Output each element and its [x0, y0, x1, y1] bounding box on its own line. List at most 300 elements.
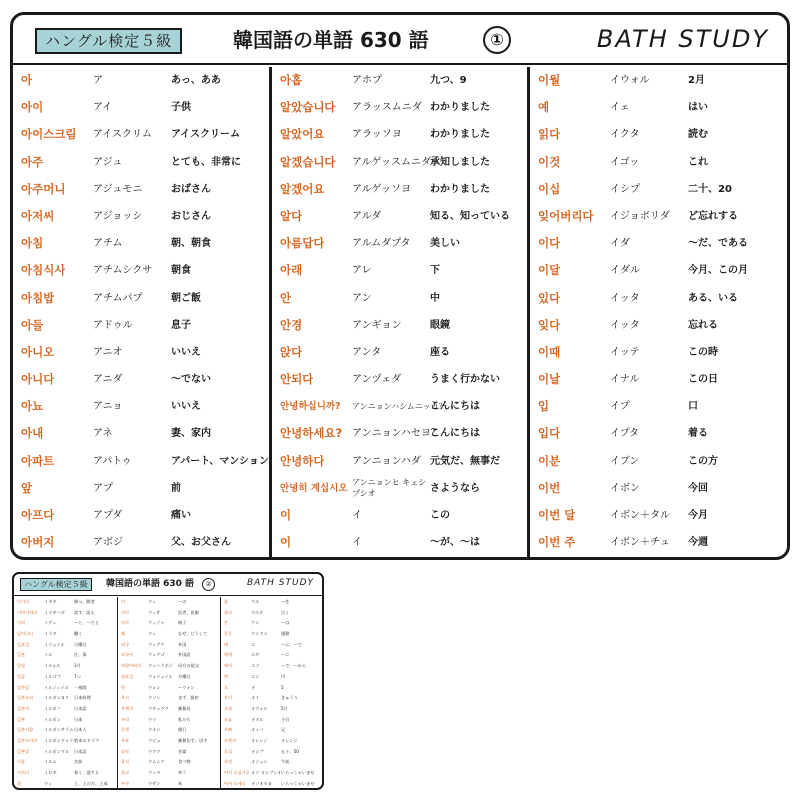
thumbnail-word-row	[221, 725, 324, 736]
japanese-meaning: 郵便局	[178, 705, 191, 711]
thumbnail-word-row	[221, 650, 324, 661]
kana-reading: エン	[251, 673, 260, 679]
kana-reading: アネ	[93, 428, 113, 440]
thumbnail-word-row	[14, 683, 117, 694]
kana-reading: ウォン	[148, 684, 161, 690]
korean-word: 음식	[121, 759, 130, 765]
korean-word: 위	[17, 780, 22, 786]
japanese-meaning: 口	[688, 401, 698, 413]
japanese-meaning: 働く	[74, 631, 83, 637]
korean-word: 아들	[21, 317, 44, 332]
japanese-meaning: いいえ	[171, 346, 201, 358]
japanese-meaning: わかりました	[430, 102, 490, 114]
kana-reading: ウェグゴ	[148, 652, 165, 658]
vocab-poster-sheet-1	[10, 12, 790, 560]
korean-word: 어서 오세요	[224, 780, 246, 786]
kana-reading: イルボン	[44, 716, 61, 722]
word-row	[530, 203, 790, 230]
kana-reading: ア	[93, 75, 103, 86]
korean-word: 아버지	[21, 535, 55, 550]
korean-word: 의자	[121, 620, 130, 626]
japanese-meaning: 日本料理	[74, 695, 91, 701]
kana-reading: オヌル	[251, 716, 264, 722]
thumbnail-word-row	[118, 768, 220, 779]
japanese-meaning: 椅子	[178, 620, 187, 626]
korean-word: 읽다	[538, 127, 561, 142]
japanese-meaning: 話す、語る	[74, 609, 95, 615]
korean-word: 우체국	[121, 705, 134, 711]
kana-reading: イッテ	[610, 346, 640, 358]
kana-reading: ウムシク	[148, 759, 165, 765]
korean-word: 있다	[538, 290, 561, 305]
japanese-meaning: わかりました	[430, 129, 490, 141]
thumbnail-word-row	[221, 661, 324, 672]
word-row	[530, 529, 790, 556]
korean-word: 이때	[538, 344, 561, 359]
kana-reading: ウィジャ	[148, 620, 165, 626]
japanese-meaning: 日本語	[74, 748, 87, 754]
korean-word: 아침밥	[21, 290, 55, 305]
kana-reading: アンニョンハセヨ？	[352, 428, 441, 440]
thumbnail-word-row	[221, 597, 324, 608]
thumbnail-word-row	[221, 704, 324, 715]
japanese-meaning: 医者、医師	[178, 609, 199, 615]
korean-word: 일본사람	[17, 727, 34, 733]
korean-word: 일어나다	[17, 631, 34, 637]
korean-word: 잊어버리다	[538, 208, 594, 223]
japanese-meaning: 名前	[74, 759, 83, 765]
kana-reading: イルボノ	[44, 705, 61, 711]
korean-word: 의	[121, 599, 126, 604]
korean-word: 오렌지	[224, 737, 237, 743]
word-row	[530, 312, 790, 339]
thumbnail-word-row	[14, 725, 117, 736]
word-row	[272, 285, 527, 312]
thumbnail-word-row	[14, 768, 117, 779]
japanese-meaning: アパート、マンション	[171, 455, 269, 467]
thumbnail-word-row	[14, 779, 117, 790]
kana-reading: アニョ	[93, 401, 123, 413]
korean-word: 아침식사	[21, 263, 66, 278]
japanese-meaning: 痛い	[171, 510, 191, 521]
word-row	[530, 230, 790, 257]
word-row	[530, 121, 790, 148]
japanese-meaning: 〜を	[281, 599, 290, 604]
kana-reading: アプダ	[93, 510, 123, 521]
korean-word: 이외	[17, 620, 26, 626]
korean-word: 이번	[538, 480, 561, 495]
korean-word: 아니다	[21, 372, 55, 387]
japanese-meaning: あっ、ああ	[171, 75, 221, 86]
japanese-meaning: 傘	[178, 780, 183, 786]
korean-word: 안녕하다	[280, 453, 325, 468]
japanese-meaning: 下	[430, 265, 440, 277]
kana-reading: アンニョンヒ キェシプシオ	[352, 477, 427, 498]
thumbnail-word-row	[221, 672, 324, 683]
kana-reading: アン	[352, 292, 372, 304]
kana-reading: ウリ	[148, 716, 157, 722]
japanese-meaning: ど忘れする	[688, 210, 738, 222]
kana-reading: イルゴプ	[44, 673, 61, 679]
japanese-meaning: 泣く	[281, 609, 290, 615]
word-row	[530, 339, 790, 366]
poster-title: 韓国語の単語 630 語	[233, 28, 429, 52]
thumbnail-word-row	[14, 736, 117, 747]
thumbnail-word-row	[221, 757, 324, 768]
thumbnail-column-2	[118, 597, 220, 790]
korean-word: 우선	[121, 695, 130, 701]
korean-word: 운동	[224, 631, 233, 637]
japanese-meaning: 〜だ、である	[688, 238, 748, 250]
kana-reading: イラダ	[44, 631, 57, 637]
korean-word: 이것	[538, 154, 561, 169]
korean-word: 아름답다	[280, 236, 325, 251]
korean-word: 안	[280, 290, 292, 305]
kana-reading: イグェ	[44, 620, 57, 626]
kana-reading: ウィサ	[148, 609, 161, 615]
japanese-meaning: 父、お父さん	[171, 537, 231, 549]
korean-word: 이달	[538, 263, 561, 278]
word-row	[13, 312, 269, 339]
thumbnail-word-row	[221, 608, 324, 619]
kana-reading: イシプ	[610, 183, 640, 195]
japanese-meaning: 中	[430, 292, 440, 304]
thumbnail-word-row	[118, 672, 220, 683]
kana-reading: ウピョ	[148, 737, 161, 743]
korean-word: 울다	[224, 609, 233, 615]
kana-reading: ウッタ	[148, 770, 161, 775]
korean-word: 이번 달	[538, 508, 576, 522]
japanese-meaning: おじさん	[171, 210, 211, 222]
japanese-meaning: 子供	[171, 102, 191, 114]
korean-word: 이십	[538, 181, 561, 196]
korean-word: 왜	[121, 631, 126, 637]
kana-reading: オシプ	[251, 748, 264, 754]
word-row	[272, 366, 527, 393]
japanese-meaning: 仕、事	[74, 652, 87, 658]
word-row	[272, 203, 527, 230]
japanese-meaning: 〜は	[281, 620, 290, 626]
korean-word: 안되다	[280, 372, 314, 387]
word-row	[13, 176, 269, 203]
japanese-meaning: 1月	[74, 663, 81, 669]
japanese-meaning: 私たち	[178, 716, 191, 722]
kana-reading: アニダ	[93, 374, 123, 386]
word-row	[530, 366, 790, 393]
japanese-meaning: 運動	[281, 631, 290, 637]
word-row	[272, 420, 527, 447]
kana-reading: オソオセヨ	[251, 780, 272, 786]
japanese-meaning: アイスクリーム	[171, 129, 240, 141]
japanese-meaning: わかりました	[430, 183, 490, 195]
word-column-2	[272, 67, 527, 557]
japanese-meaning: 朝食	[171, 265, 191, 277]
kana-reading: イダル	[610, 265, 640, 277]
korean-word: 은행	[121, 727, 130, 733]
korean-word: 알다	[280, 208, 303, 223]
thumbnail-word-row	[14, 661, 117, 672]
word-row	[13, 366, 269, 393]
korean-word: 알았어요	[280, 127, 325, 142]
japanese-meaning: 今回	[688, 482, 708, 494]
thumbnail-word-row	[118, 725, 220, 736]
thumbnail-word-row	[221, 629, 324, 640]
korean-word: 일본말	[17, 748, 30, 754]
kana-reading: イルボンマル	[44, 748, 70, 754]
korean-word: 일주일	[17, 684, 30, 690]
korean-word: 앞	[21, 480, 33, 495]
thumbnail-level-badge: ハングル検定５級	[20, 578, 92, 591]
japanese-meaning: なぜ、どうして	[178, 631, 208, 637]
kana-reading: イヤギハダ	[44, 609, 65, 615]
japanese-meaning: さようなら	[430, 482, 480, 494]
kana-reading: イ	[352, 537, 362, 549]
korean-word: 아주머니	[21, 181, 66, 196]
japanese-meaning: 朝ご飯	[171, 292, 201, 304]
japanese-meaning: 五十、50	[281, 748, 299, 754]
thumbnail-word-row	[14, 608, 117, 619]
thumbnail-word-row	[118, 629, 220, 640]
japanese-meaning: 〜に	[281, 652, 290, 658]
korean-word: 이야기하다	[17, 609, 38, 615]
word-row	[272, 230, 527, 257]
kana-reading: ウォリョイル	[148, 673, 173, 679]
kana-reading: アニオ	[93, 346, 123, 358]
kana-reading: オイ	[251, 695, 260, 701]
japanese-meaning: 円	[281, 673, 286, 679]
japanese-meaning: 〜に、〜で	[281, 641, 302, 647]
korean-word: 이기다	[17, 599, 30, 604]
kana-reading: アラッスムニダ	[352, 102, 422, 114]
thumbnail-word-row	[118, 779, 220, 790]
kana-reading: イルボンヨリ	[44, 695, 70, 701]
japanese-meaning: 美しい	[430, 238, 460, 250]
thumbnail-column-3	[221, 597, 324, 790]
thumbnail-word-row	[14, 747, 117, 758]
word-row	[13, 67, 269, 94]
word-row	[13, 285, 269, 312]
kana-reading: イ	[352, 510, 362, 521]
japanese-meaning: 〜ウォン	[178, 684, 195, 690]
japanese-meaning: 元気だ、無事だ	[430, 455, 500, 467]
japanese-meaning: 息子	[171, 319, 191, 331]
kana-reading: ウネン	[148, 727, 161, 733]
thumbnail-word-row	[14, 629, 117, 640]
japanese-meaning: 日本人	[74, 727, 87, 733]
kana-reading: オッパ	[251, 727, 264, 733]
thumbnail-word-row	[221, 640, 324, 651]
japanese-meaning: 〜が、〜は	[430, 537, 480, 549]
japanese-meaning: 笑う	[178, 770, 187, 775]
word-row	[272, 257, 527, 284]
kana-reading: ウンドン	[251, 631, 268, 637]
japanese-meaning: 〜の	[178, 599, 187, 604]
thumbnail-word-row	[14, 715, 117, 726]
korean-word: 에	[224, 641, 229, 647]
kana-reading: イロダ	[44, 770, 57, 775]
thumbnail-word-row	[118, 757, 220, 768]
kana-reading: ウィ	[44, 780, 53, 786]
korean-word: 입	[538, 399, 550, 414]
word-row	[272, 529, 527, 556]
word-row	[13, 420, 269, 447]
japanese-meaning: この方	[688, 455, 718, 467]
thumbnail-word-row	[14, 704, 117, 715]
japanese-meaning: これ	[688, 156, 708, 168]
japanese-meaning: 5月	[281, 705, 288, 711]
word-row	[13, 339, 269, 366]
korean-word: 일곱	[17, 673, 26, 679]
korean-word: 아	[21, 73, 33, 87]
word-row	[272, 502, 527, 529]
japanese-meaning: いらっしゃいませ	[281, 770, 315, 775]
korean-word: 아니오	[21, 344, 55, 359]
kana-reading: ウェハラボジ	[148, 663, 173, 669]
korean-word: 아파트	[21, 453, 55, 468]
word-row	[272, 67, 527, 94]
japanese-meaning: 二十、20	[688, 183, 732, 195]
japanese-meaning: 今月、この月	[688, 265, 748, 277]
thumbnail-word-row	[14, 618, 117, 629]
korean-word: 안녕히 계십시오	[280, 482, 348, 494]
korean-word: 알았습니다	[280, 100, 336, 115]
vocab-poster-sheet-2-thumbnail[interactable]	[12, 572, 324, 790]
korean-word: 엔	[224, 673, 229, 679]
kana-reading: アルダ	[352, 210, 382, 222]
japanese-meaning: 音楽	[178, 748, 187, 754]
kana-reading: イェ	[610, 102, 630, 114]
japanese-meaning: 日本のドラマ	[74, 737, 100, 743]
kana-reading: イルォル	[44, 663, 61, 669]
japanese-meaning: 日本	[74, 716, 83, 722]
thumbnail-word-row	[14, 672, 117, 683]
japanese-meaning: 着く、達する	[74, 770, 100, 775]
korean-word: 원	[121, 684, 126, 690]
word-row	[13, 475, 269, 502]
word-row	[13, 121, 269, 148]
japanese-meaning: うまく行かない	[430, 374, 500, 386]
korean-word: 이날	[538, 372, 561, 387]
kana-reading: ウマク	[148, 748, 161, 754]
korean-word: 아뇨	[21, 399, 44, 414]
kana-reading: イッタ	[610, 292, 640, 304]
word-row	[530, 94, 790, 121]
japanese-meaning: 勝つ、勝者	[74, 599, 95, 604]
japanese-meaning: こんにちは	[430, 401, 480, 413]
kana-reading: オウォル	[251, 705, 268, 711]
korean-word: 이르다	[17, 770, 30, 775]
kana-reading: イッタ	[610, 319, 640, 331]
japanese-meaning: 今週	[688, 537, 708, 549]
word-row	[13, 94, 269, 121]
japanese-meaning: こんにちは	[430, 428, 480, 440]
korean-word: 오전	[224, 759, 233, 765]
kana-reading: アンヅェダ	[352, 374, 402, 386]
word-row	[272, 94, 527, 121]
kana-reading: アンニョンハダ	[352, 455, 421, 467]
kana-reading: オソ オシプシオ	[251, 770, 282, 775]
word-row	[272, 339, 527, 366]
japanese-meaning: この	[430, 510, 450, 521]
word-column-1	[13, 67, 269, 557]
kana-reading: イルボンサラム	[44, 727, 74, 733]
kana-reading: ウン	[251, 620, 260, 626]
kana-reading: アルムダプタ	[352, 238, 411, 250]
thumbnail-word-row	[118, 683, 220, 694]
japanese-meaning: 座る	[430, 346, 450, 358]
japanese-meaning: 5	[281, 684, 284, 690]
kana-reading: イダ	[610, 238, 630, 250]
japanese-meaning: 月曜日	[178, 673, 191, 679]
kana-reading: アラッソヨ	[352, 129, 402, 141]
japanese-meaning: この時	[688, 346, 718, 358]
thumbnail-word-row	[14, 650, 117, 661]
kana-reading: ウルダ	[251, 609, 264, 615]
thumbnail-word-row	[221, 618, 324, 629]
korean-word: 아내	[21, 426, 44, 441]
word-column-3	[530, 67, 790, 557]
japanese-meaning: 7つ	[74, 673, 81, 679]
korean-word: 월요일	[121, 673, 134, 679]
korean-word: 울	[224, 599, 229, 604]
korean-word: 일본어	[17, 705, 30, 711]
word-row	[530, 176, 790, 203]
kana-reading: アチムシクサ	[93, 265, 153, 277]
thumbnail-word-row	[118, 608, 220, 619]
kana-reading: アジュ	[93, 156, 123, 168]
thumbnail-word-row	[118, 704, 220, 715]
thumbnail-word-row	[118, 693, 220, 704]
kana-reading: アレ	[352, 265, 372, 277]
kana-reading: イプタ	[610, 428, 639, 440]
kana-reading: イル	[44, 652, 53, 658]
korean-word: 이다	[538, 236, 561, 251]
kana-reading: イゴッ	[610, 156, 640, 168]
korean-word: 일본요리	[17, 695, 34, 701]
japanese-meaning: オレンジ	[281, 737, 298, 743]
kana-reading: ウソン	[148, 695, 161, 701]
korean-word: 아이스크림	[21, 127, 77, 142]
kana-reading: エ	[251, 641, 256, 647]
korean-word: 어서 오십시오	[224, 770, 250, 775]
korean-word: 안녕하세요?	[280, 426, 343, 441]
japanese-meaning: 日曜日	[74, 641, 87, 647]
word-row	[530, 393, 790, 420]
japanese-meaning: 母方の祖父	[178, 663, 199, 669]
korean-word: 이름	[17, 759, 26, 765]
korean-word: 이분	[538, 453, 561, 468]
kana-reading: イボン	[610, 482, 640, 494]
kana-reading: アチムパプ	[93, 292, 143, 304]
word-row	[13, 502, 269, 529]
kana-reading: イウォル	[610, 75, 650, 86]
japanese-meaning: 食べ物	[178, 759, 191, 765]
kana-reading: アジョッシ	[93, 210, 143, 222]
word-row	[272, 475, 527, 502]
korean-word: 오늘	[224, 716, 233, 722]
kana-reading: アイ	[93, 102, 113, 114]
korean-word: 알겠어요	[280, 181, 325, 196]
word-row	[13, 529, 269, 556]
japanese-meaning: 銀行	[178, 727, 187, 733]
japanese-meaning: 知る、知っている	[430, 210, 510, 222]
thumbnail-word-row	[118, 747, 220, 758]
korean-word: 아프다	[21, 508, 55, 522]
japanese-meaning: 読む	[688, 129, 708, 141]
word-row	[13, 393, 269, 420]
kana-reading: イルジュイル	[44, 684, 69, 690]
kana-reading: イルム	[44, 759, 57, 765]
